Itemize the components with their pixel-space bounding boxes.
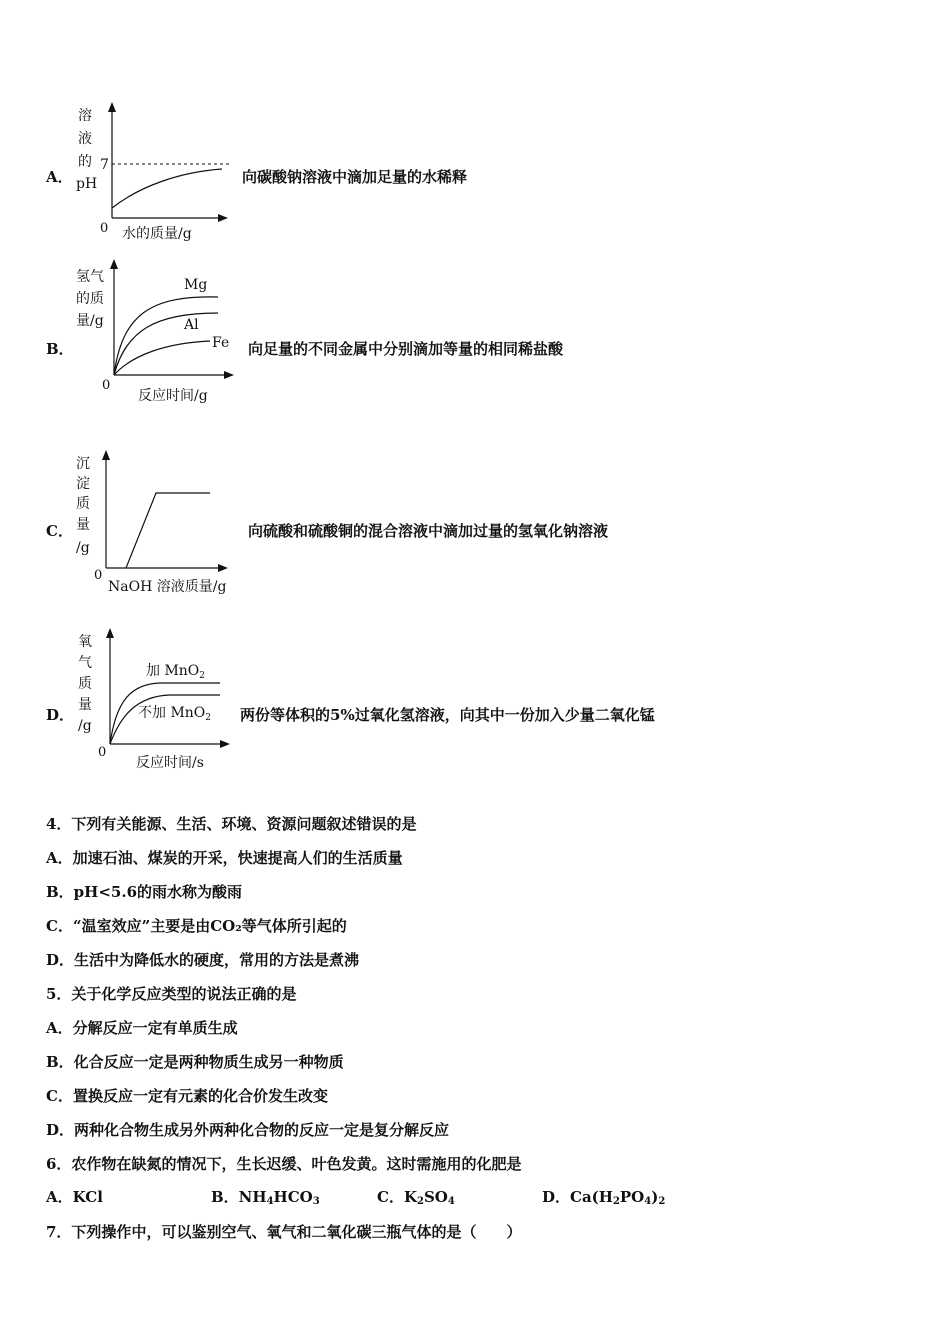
- option-b-label: B．: [46, 340, 74, 358]
- graph-c-ylabel-2: 淀: [76, 476, 90, 492]
- q6-stem: 6．农作物在缺氮的情况下，生长迟缓、叶色发黄。这时需施用的化肥是: [46, 1155, 522, 1173]
- option-a-label: A．: [46, 168, 73, 186]
- q6-option-d: D．$Ca(H_2PO_4)_2$: [542, 1188, 666, 1207]
- graph-d-origin: 0: [98, 745, 107, 760]
- q4-stem: 4．下列有关能源、生活、环境、资源问题叙述错误的是: [46, 815, 417, 833]
- graph-a-origin: 0: [100, 221, 109, 236]
- q4-option-a: A．加速石油、煤炭的开采，快速提高人们的生活质量: [46, 849, 403, 867]
- graph-d: [70, 622, 245, 777]
- q5-stem: 5．关于化学反应类型的说法正确的是: [46, 985, 297, 1003]
- graph-a-ylabel-2: 液: [78, 131, 92, 147]
- graph-c-x-arrow: [218, 564, 228, 572]
- graph-a-curve: [112, 169, 222, 208]
- graph-b-curve-al: [114, 313, 218, 375]
- q5-option-b: B．化合反应一定是两种物质生成另一种物质: [46, 1053, 344, 1071]
- graph-a-ylabel-1: 溶: [78, 108, 92, 124]
- graph-d-ylabel-3: 质: [78, 676, 92, 692]
- graph-d-xlabel: 反应时间/s: [136, 755, 204, 771]
- graph-b-label-al: Al: [184, 317, 199, 333]
- graph-d-y-arrow: [106, 628, 114, 638]
- graph-a-y-arrow: [108, 102, 116, 112]
- graph-a-x-arrow: [218, 214, 228, 222]
- graph-a: [70, 100, 240, 245]
- graph-b-x-arrow: [224, 371, 234, 379]
- option-d-label: D．: [46, 706, 75, 724]
- graph-a-ylabel-4: pH: [76, 176, 98, 192]
- graph-c-y-arrow: [102, 450, 110, 460]
- q4-option-d: D．生活中为降低水的硬度，常用的方法是煮沸: [46, 951, 360, 969]
- graph-d-ylabel-1: 氧: [78, 634, 92, 650]
- option-b-description: 向足量的不同金属中分别滴加等量的相同稀盐酸: [248, 340, 564, 358]
- graph-c-ylabel-4: 量: [76, 517, 90, 533]
- graph-d-label-without: 不加 MnO$_2$: [138, 705, 212, 723]
- q4-option-b: B．pH<5.6的雨水称为酸雨: [46, 883, 243, 901]
- q4-option-c: C．“温室效应”主要是由CO₂等气体所引起的: [46, 917, 347, 935]
- graph-a-ylabel-3: 的: [78, 154, 92, 170]
- graph-d-ylabel-5: /g: [78, 718, 92, 734]
- graph-b-xlabel: 反应时间/g: [138, 388, 208, 404]
- graph-b-ylabel-3: 量/g: [76, 313, 104, 329]
- graph-d-ylabel-2: 气: [78, 655, 92, 671]
- q6-option-b: B．$NH_4HCO_3$: [211, 1188, 320, 1207]
- graph-d-label-with: 加 MnO$_2$: [146, 663, 206, 681]
- graph-b-curve-fe: [114, 341, 210, 375]
- q5-option-d: D．两种化合物生成另外两种化合物的反应一定是复分解反应: [46, 1121, 450, 1139]
- graph-b-ylabel-2: 的质: [76, 291, 104, 307]
- graph-d-ylabel-4: 量: [78, 697, 92, 713]
- q5-option-a: A．分解反应一定有单质生成: [46, 1019, 238, 1037]
- graph-b-origin: 0: [102, 378, 111, 393]
- graph-b-curve-mg: [114, 297, 218, 375]
- q6-option-c: C．$K_2SO_4$: [377, 1188, 455, 1207]
- q5-option-c: C．置换反应一定有元素的化合价发生改变: [46, 1087, 328, 1105]
- graph-a-xlabel: 水的质量/g: [122, 226, 192, 242]
- option-a-description: 向碳酸钠溶液中滴加足量的水稀释: [242, 168, 468, 186]
- graph-d-x-arrow: [220, 740, 230, 748]
- graph-c-ylabel-1: 沉: [76, 456, 90, 472]
- graph-c: [70, 444, 250, 599]
- graph-c-xlabel: NaOH 溶液质量/g: [108, 579, 227, 595]
- graph-b-y-arrow: [110, 259, 118, 269]
- q6-option-a: A．KCl: [46, 1188, 103, 1206]
- option-c-description: 向硫酸和硫酸铜的混合溶液中滴加过量的氢氧化钠溶液: [248, 522, 609, 540]
- graph-c-curve: [126, 493, 210, 568]
- graph-a-ytick: 7: [100, 157, 109, 173]
- graph-b: [70, 255, 245, 405]
- option-d-description: 两份等体积的5%过氧化氢溶液，向其中一份加入少量二氧化锰: [240, 706, 655, 724]
- graph-b-label-fe: Fe: [212, 335, 230, 351]
- option-c-label: C．: [46, 522, 73, 540]
- graph-b-label-mg: Mg: [184, 277, 208, 293]
- graph-c-ylabel-3: 质: [76, 496, 90, 512]
- graph-c-origin: 0: [94, 568, 103, 583]
- graph-c-ylabel-5: /g: [76, 540, 90, 556]
- q7-stem: 7．下列操作中，可以鉴别空气、氧气和二氧化碳三瓶气体的是（ ）: [46, 1223, 522, 1241]
- graph-b-ylabel-1: 氢气: [76, 269, 104, 285]
